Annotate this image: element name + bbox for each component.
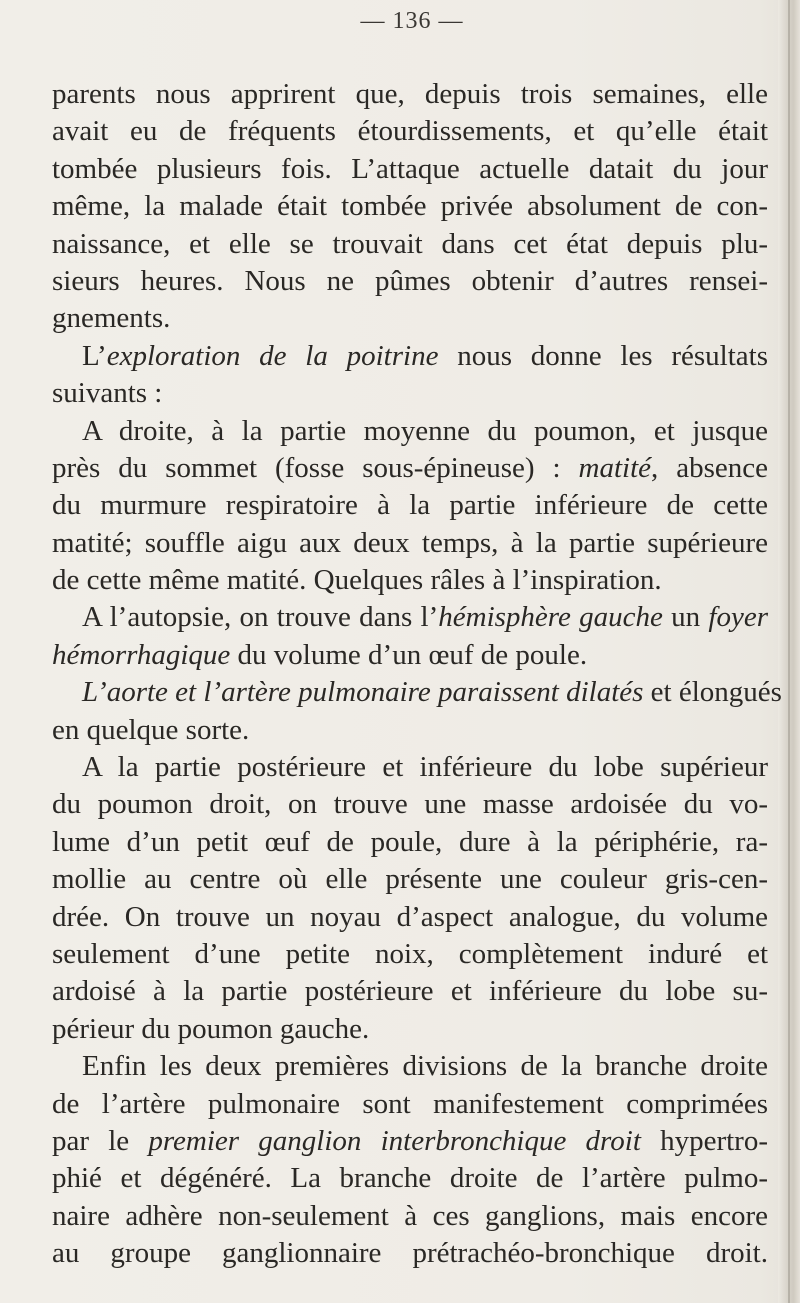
text-segment: parents nous apprirent que, depuis trois semaines, elle — [52, 78, 768, 110]
text-segment: périeur du poumon gauche. — [52, 1012, 370, 1045]
text-line — [52, 637, 768, 674]
text-segment: Enfin les deux premières divisions de la branche droite — [82, 1050, 768, 1083]
text-segment: matité; souffle aigu aux deux temps, à la partie supérieure — [52, 526, 768, 559]
text-segment: suivants : — [52, 377, 163, 410]
text-line — [52, 861, 768, 898]
text-segment: nous donne les résultats — [438, 339, 768, 372]
italic-text-segment: premier ganglion interbronchique droit — [148, 1124, 641, 1157]
text-line — [52, 1198, 768, 1235]
text-line — [52, 712, 768, 749]
text-segment: lume d’un petit œuf de poule, dure à la périphérie, ra- — [52, 825, 768, 858]
text-segment: ardoisé à la partie postérieure et inférieure du lobe su- — [52, 975, 768, 1008]
text-segment: seulement d’une petite noix, complètement induré et — [52, 937, 768, 970]
italic-text-segment: foyer — [708, 601, 768, 634]
text-segment: L’ — [82, 339, 107, 372]
text-segment: naire adhère non-seulement à ces ganglions, mais encore — [52, 1199, 768, 1232]
text-segment: drée. On trouve un noyau d’aspect analogue, du volume — [52, 900, 768, 933]
text-line — [52, 151, 768, 188]
text-segment: du volume d’un œuf de poule. — [230, 638, 588, 671]
text-segment: par le — [52, 1124, 149, 1157]
text-line — [52, 1123, 768, 1160]
text-line — [52, 562, 768, 599]
text-line — [52, 263, 768, 300]
page-edge-line — [788, 0, 790, 1303]
text-segment: tombée plusieurs fois. L’attaque actuelle datait du jour — [52, 152, 768, 185]
text-line — [52, 899, 768, 936]
italic-text-segment: exploration de la poitrine — [106, 339, 439, 372]
text-line — [52, 300, 768, 337]
text-segment: au groupe ganglionnaire prétrachéo-bronchique droit. — [52, 1237, 768, 1270]
text-line — [52, 113, 768, 150]
text-segment: naissance, et elle se trouvait dans cet état depuis plu- — [52, 227, 768, 260]
text-line — [52, 338, 768, 375]
text-line — [52, 824, 768, 861]
text-segment: même, la malade était tombée privée absolument de con- — [52, 190, 768, 223]
text-line — [52, 1160, 768, 1197]
text-line — [52, 1235, 768, 1272]
text-segment: , absence — [651, 451, 768, 484]
text-line — [52, 188, 768, 225]
text-line — [52, 1086, 768, 1123]
text-line — [52, 1011, 768, 1048]
text-line — [52, 375, 768, 412]
text-segment: A la partie postérieure et inférieure du lobe supérieur — [82, 751, 768, 784]
text-segment: mollie au centre où elle présente une couleur gris-cen- — [52, 863, 768, 896]
text-segment: de l’artère pulmonaire sont manifestement comprimées — [52, 1087, 768, 1120]
text-line — [52, 413, 768, 450]
text-line — [52, 786, 768, 823]
text-line — [52, 749, 768, 786]
text-line — [52, 226, 768, 263]
text-segment: avait eu de fréquents étourdissements, et qu’elle était — [52, 115, 768, 148]
italic-text-segment: L’aorte et l’artère pulmonaire paraissent dilatés — [82, 676, 644, 709]
italic-text-segment: matité — [578, 451, 652, 484]
text-line — [52, 936, 768, 973]
text-line — [52, 76, 768, 113]
text-segment: gnements. — [52, 302, 171, 335]
text-segment: du poumon droit, on trouve une masse ardoisée du vo- — [52, 788, 768, 821]
text-segment: hypertro- — [640, 1124, 768, 1157]
text-line — [52, 674, 782, 711]
italic-text-segment: hémisphère gauche — [438, 601, 663, 634]
text-segment: A l’autopsie, on trouve dans l’ — [82, 601, 439, 634]
text-segment: en quelque sorte. — [52, 713, 250, 746]
text-line — [52, 973, 768, 1010]
text-line — [52, 450, 768, 487]
text-line — [52, 1048, 768, 1085]
italic-text-segment: hémorrhagique — [52, 638, 231, 671]
text-segment: de cette même matité. Quelques râles à l’inspiration. — [52, 564, 662, 597]
page-number: — 136 — — [360, 8, 464, 34]
text-line — [52, 487, 768, 524]
body-text — [52, 76, 782, 1273]
text-segment: un — [662, 601, 709, 634]
text-segment: et élongués — [643, 676, 782, 709]
text-segment: A droite, à la partie moyenne du poumon, et jusque — [82, 414, 768, 447]
text-segment: phié et dégénéré. La branche droite de l’artère pulmo- — [52, 1162, 768, 1195]
text-segment: sieurs heures. Nous ne pûmes obtenir d’autres rensei- — [52, 264, 768, 297]
text-line — [52, 599, 768, 636]
text-line — [52, 525, 768, 562]
text-segment: près du sommet (fosse sous-épineuse) : — [52, 451, 579, 484]
text-segment: du murmure respiratoire à la partie inférieure de cette — [52, 489, 768, 522]
